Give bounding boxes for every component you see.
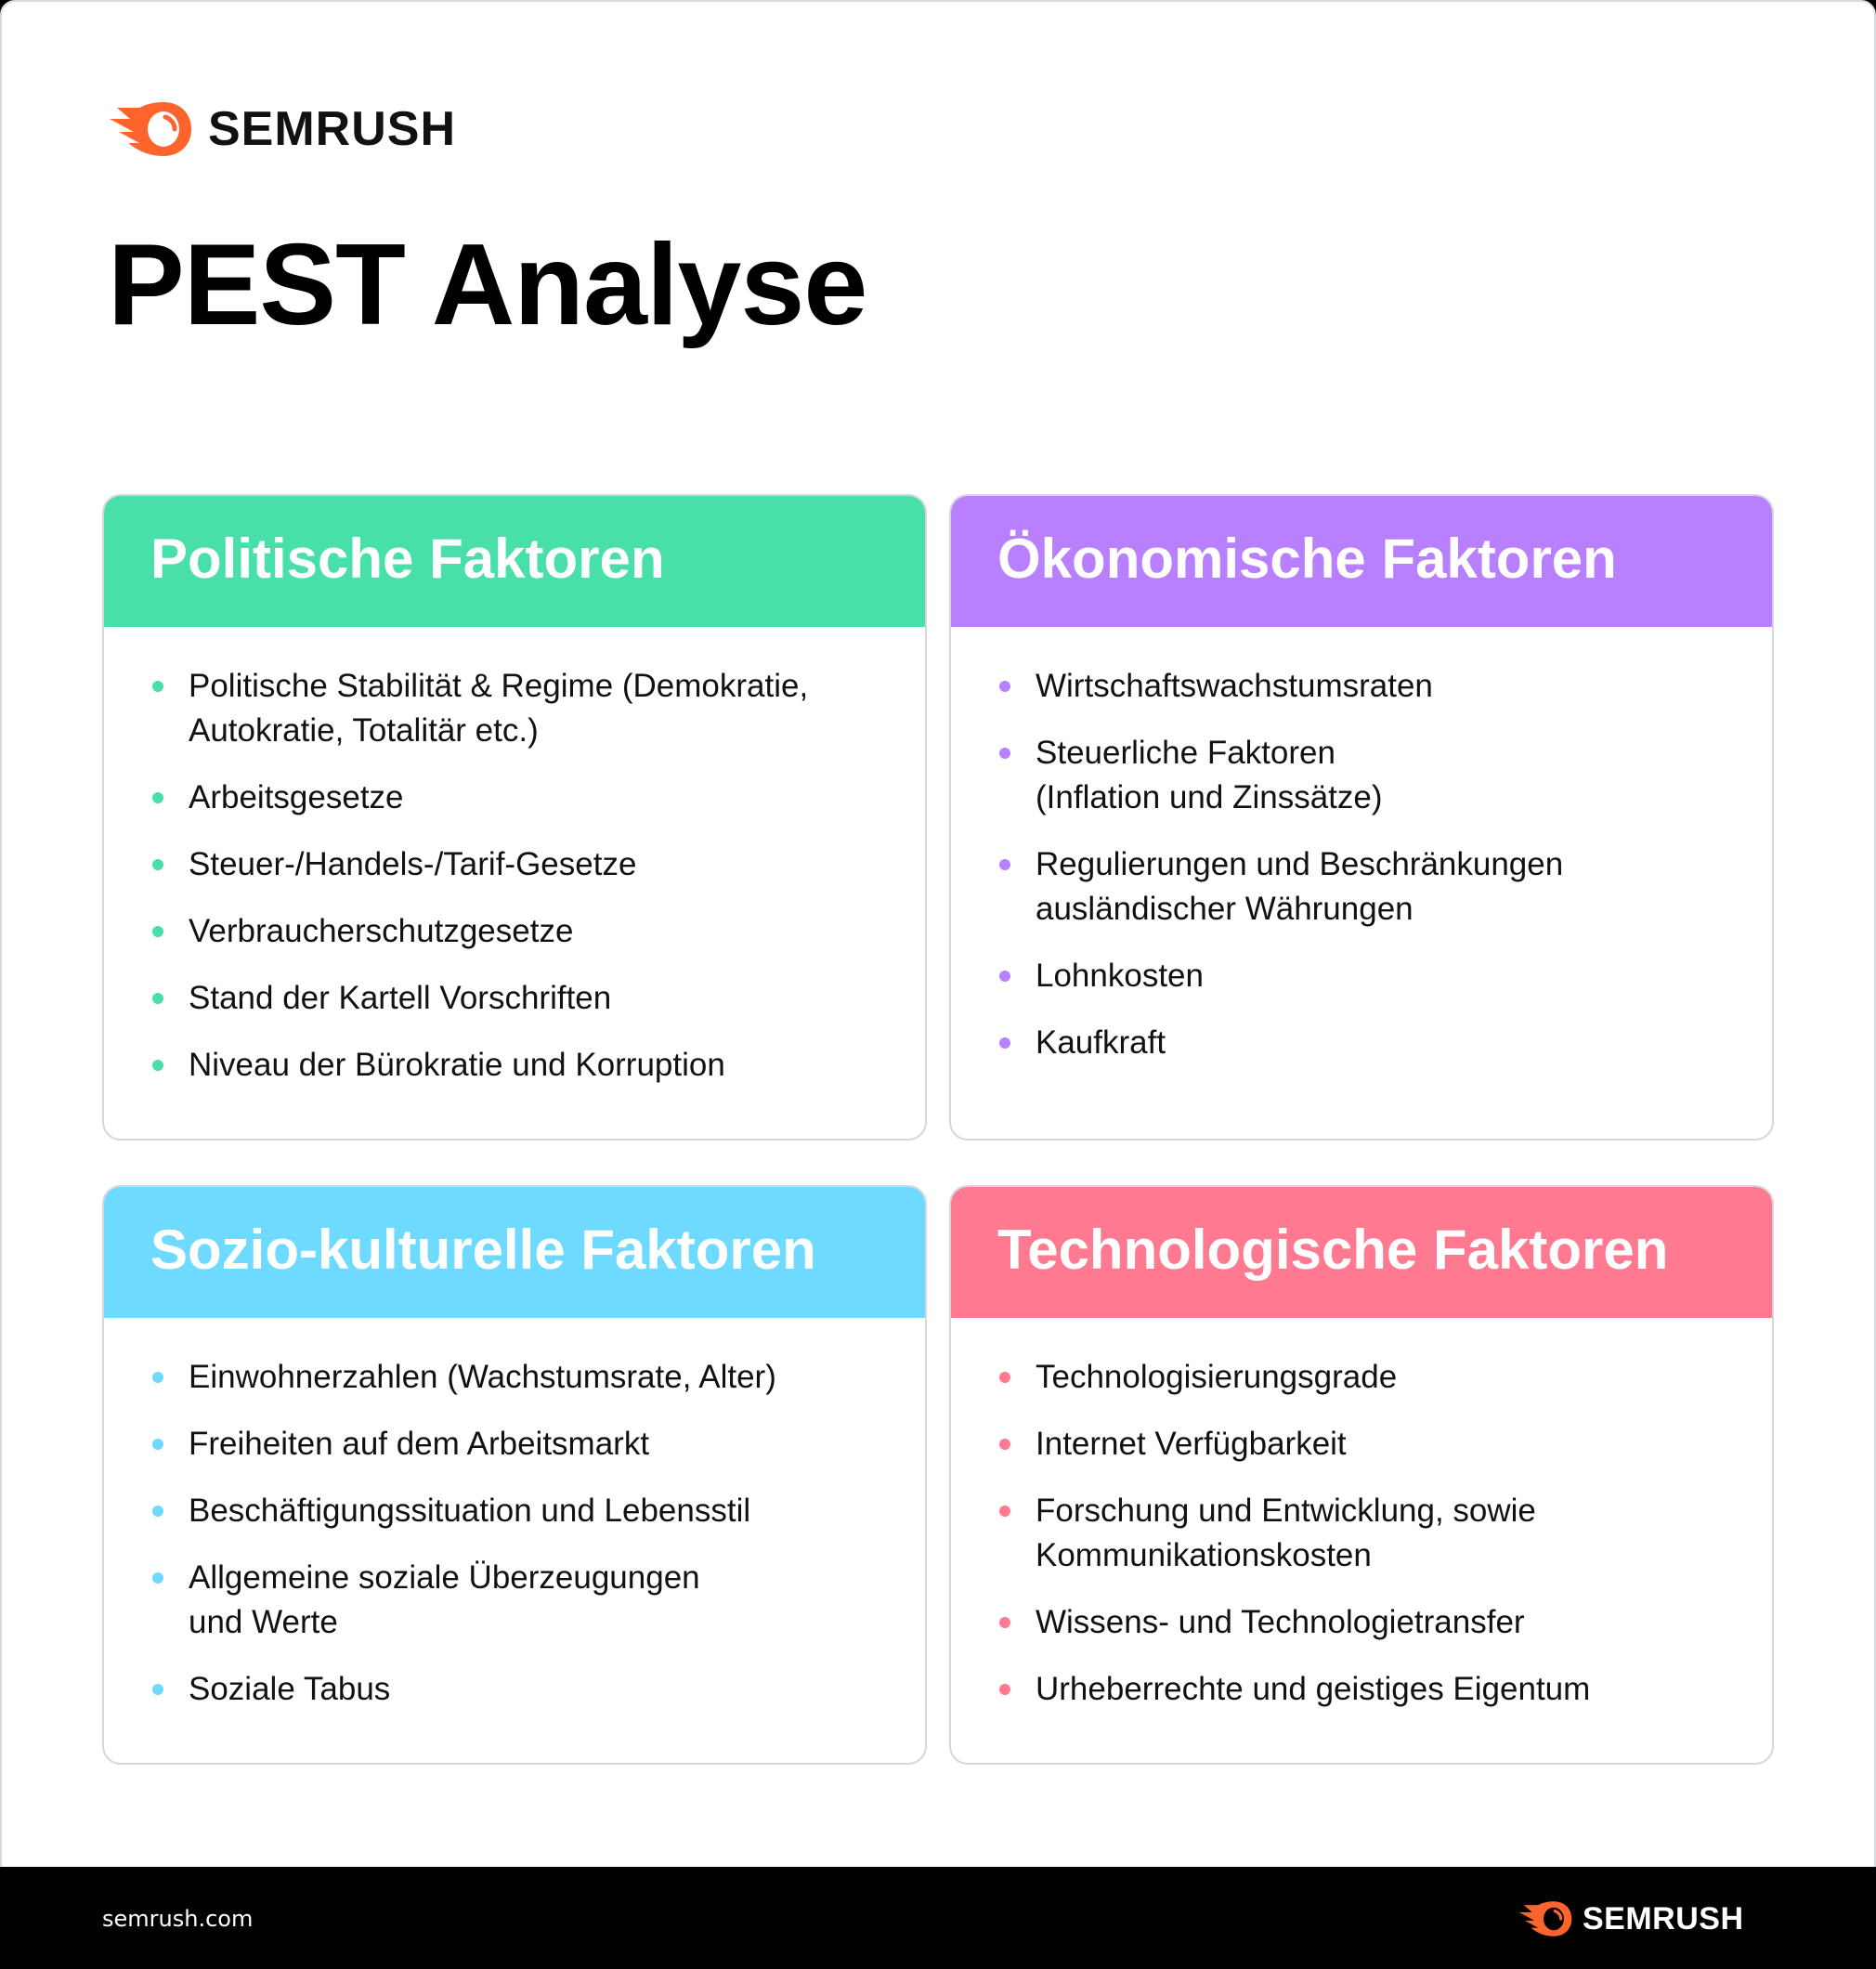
semrush-wordmark: SEMRUSH bbox=[208, 102, 457, 156]
list-item: Allgemeine soziale Überzeugungen und Werte bbox=[189, 1556, 888, 1645]
footer-semrush-logo bbox=[1514, 1900, 1744, 1937]
list-item: Wirtschaftswachstumsraten bbox=[1036, 664, 1614, 709]
page-title: PEST Analyse bbox=[108, 221, 867, 349]
list-item: Internet Verfügbarkeit bbox=[1036, 1422, 1735, 1467]
list-item: Regulierungen und Beschränkungen ausländischer Währungen bbox=[1036, 842, 1614, 932]
card-header bbox=[102, 494, 927, 627]
bullet-icon bbox=[999, 1506, 1010, 1517]
semrush-wordmark: SEMRUSH bbox=[1583, 1901, 1744, 1936]
list-item: Forschung und Entwicklung, sowie Kommunikationskosten bbox=[1036, 1489, 1735, 1578]
bullet-icon bbox=[999, 971, 1010, 982]
list-item: Niveau der Bürokratie und Korruption bbox=[189, 1043, 888, 1088]
list-item: Steuer-/Handels-/Tarif-Gesetze bbox=[189, 842, 888, 887]
card-oekonomische-faktoren bbox=[949, 494, 1774, 1141]
card-title: Technologische Faktoren bbox=[997, 1218, 1669, 1281]
list-item: Kaufkraft bbox=[1036, 1021, 1614, 1065]
list-item: Lohnkosten bbox=[1036, 954, 1614, 998]
list-item: Soziale Tabus bbox=[189, 1667, 888, 1712]
bullet-icon bbox=[999, 1439, 1010, 1450]
bullet-icon bbox=[999, 1684, 1010, 1695]
factor-list bbox=[951, 627, 1772, 1065]
semrush-fireball-icon bbox=[102, 100, 193, 158]
list-item: Politische Stabilität & Regime (Demokratie, Autokratie, Totalitär etc.) bbox=[189, 664, 888, 753]
bullet-icon bbox=[152, 993, 163, 1004]
card-title: Ökonomische Faktoren bbox=[997, 527, 1617, 590]
card-sozio-kulturelle-faktoren bbox=[102, 1185, 927, 1765]
bullet-icon bbox=[152, 792, 163, 803]
card-header bbox=[949, 494, 1774, 627]
list-item: Stand der Kartell Vorschriften bbox=[189, 976, 888, 1021]
bullet-icon bbox=[999, 748, 1010, 759]
bullet-icon bbox=[152, 681, 163, 692]
bullet-icon bbox=[152, 859, 163, 870]
bullet-icon bbox=[152, 1372, 163, 1383]
factor-list bbox=[104, 627, 925, 1088]
bullet-icon bbox=[999, 859, 1010, 870]
list-item: Urheberrechte und geistiges Eigentum bbox=[1036, 1667, 1735, 1712]
bullet-icon bbox=[152, 926, 163, 937]
bullet-icon bbox=[152, 1684, 163, 1695]
bullet-icon bbox=[152, 1439, 163, 1450]
card-header bbox=[102, 1185, 927, 1318]
bullet-icon bbox=[999, 1372, 1010, 1383]
semrush-fireball-icon bbox=[1514, 1900, 1573, 1937]
card-technologische-faktoren bbox=[949, 1185, 1774, 1765]
card-politische-faktoren bbox=[102, 494, 927, 1141]
bullet-icon bbox=[152, 1060, 163, 1071]
card-title: Politische Faktoren bbox=[150, 527, 665, 590]
list-item: Arbeitsgesetze bbox=[189, 776, 888, 820]
footer-url-link[interactable]: semrush.com bbox=[102, 1906, 254, 1932]
list-item: Freiheiten auf dem Arbeitsmarkt bbox=[189, 1422, 888, 1467]
bullet-icon bbox=[152, 1506, 163, 1517]
list-item: Technologisierungsgrade bbox=[1036, 1355, 1735, 1400]
bullet-icon bbox=[999, 681, 1010, 692]
list-item: Einwohnerzahlen (Wachstumsrate, Alter) bbox=[189, 1355, 888, 1400]
card-header bbox=[949, 1185, 1774, 1318]
factor-list bbox=[951, 1318, 1772, 1712]
list-item: Beschäftigungssituation und Lebensstil bbox=[189, 1489, 888, 1533]
bullet-icon bbox=[999, 1037, 1010, 1049]
list-item: Verbraucherschutzgesetze bbox=[189, 909, 888, 954]
card-title: Sozio-kulturelle Faktoren bbox=[150, 1218, 816, 1281]
bullet-icon bbox=[152, 1572, 163, 1584]
list-item: Wissens- und Technologietransfer bbox=[1036, 1600, 1735, 1645]
factor-list bbox=[104, 1318, 925, 1712]
semrush-logo bbox=[102, 100, 456, 158]
bullet-icon bbox=[999, 1617, 1010, 1628]
list-item: Steuerliche Faktoren (Inflation und Zinssätze) bbox=[1036, 731, 1614, 820]
